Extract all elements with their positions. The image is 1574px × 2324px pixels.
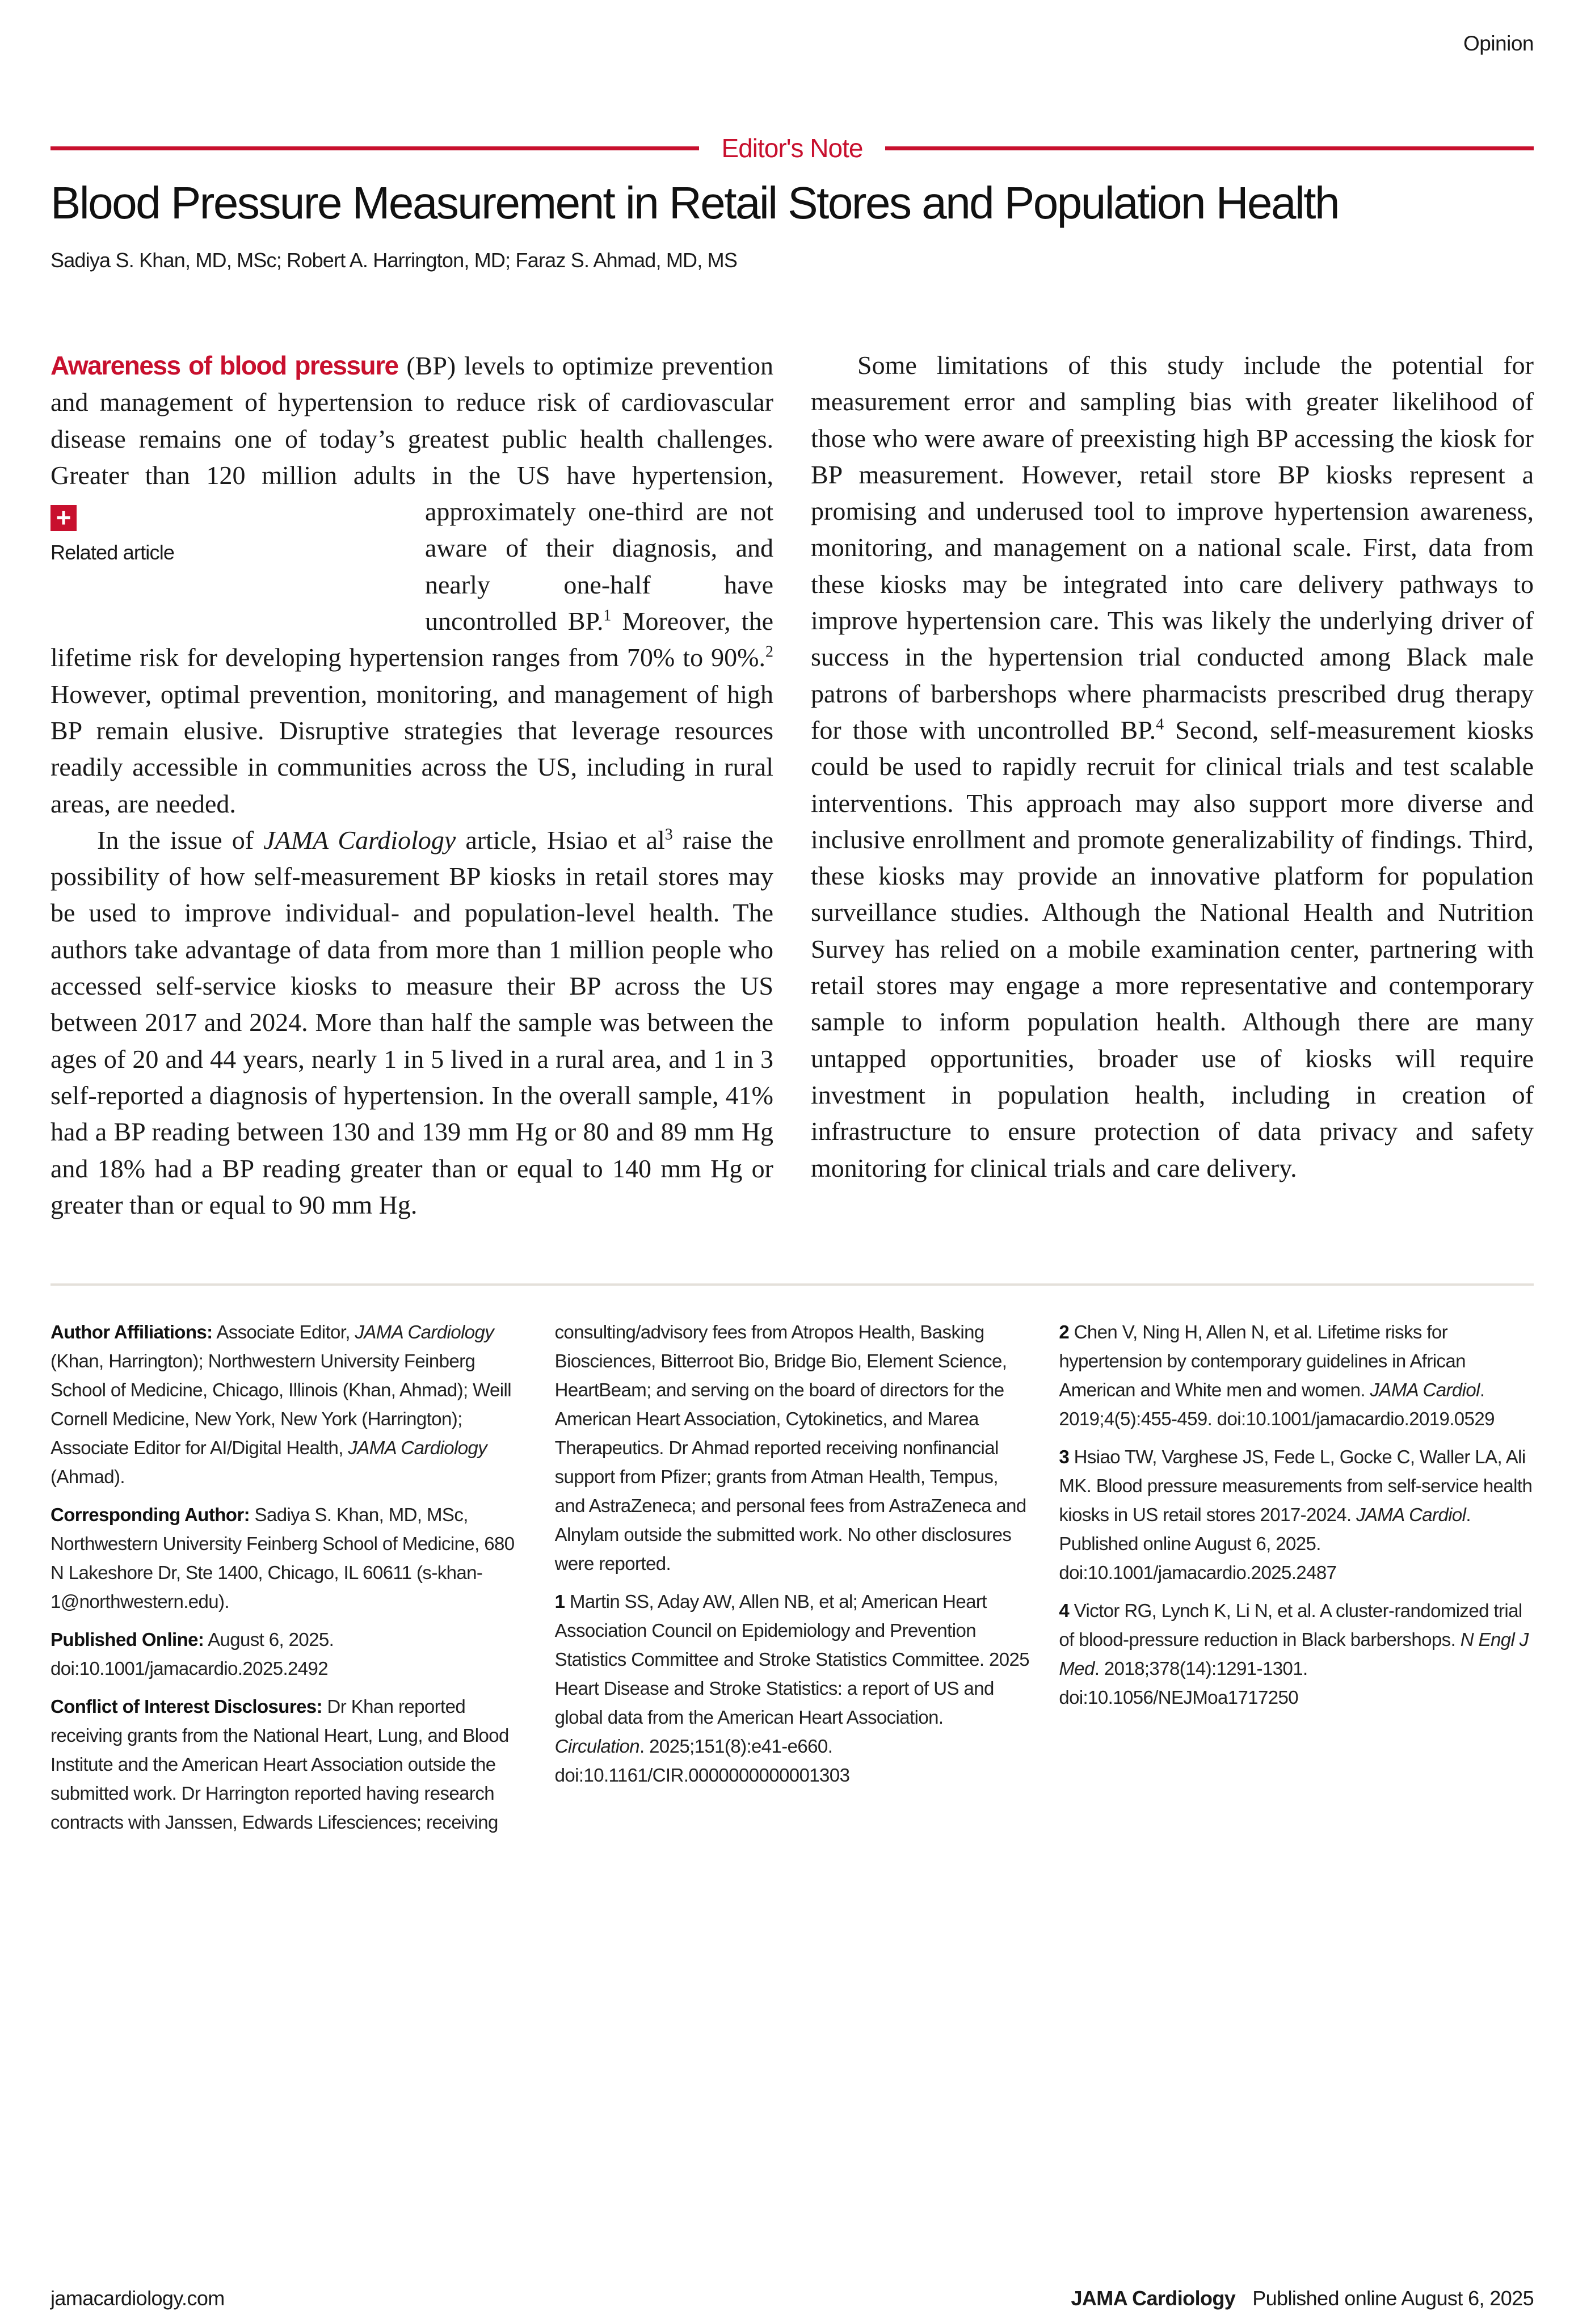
journal-name: JAMA Cardiol	[1356, 1504, 1466, 1525]
text: Victor RG, Lynch K, Li N, et al. A cluster-randomized trial of blood-pressure reduction in Black barbershops.	[1059, 1600, 1522, 1650]
paragraph	[50, 347, 773, 822]
text[interactable]: . 2018;378(14):1291-1301. doi:10.1056/NEJMoa1717250	[1059, 1658, 1308, 1708]
footer-info	[1071, 2287, 1534, 2310]
article-title: Blood Pressure Measurement in Retail Stores and Population Health	[50, 178, 1339, 228]
reference-link[interactable]: 3	[664, 826, 673, 844]
text: (Ahmad).	[50, 1466, 125, 1487]
text: raise the possibility of how self-measurement BP kiosks in retail stores may be used to improve individual- and population-level health. The authors take advantage of data from more than 1 million people who accessed self-service kiosks to measure their BP across the US between 2017 and 2024. More than half the sample was between the ages of 20 and 44 years, nearly 1 in 5 lived in a rural area, and 1 in 3 self-reported a diagnosis of hypertension. In the overall sample, 41% had a BP reading between 130 and 139 mm Hg or 80 and 89 mm Hg and 18% had a BP reading greater than or equal to 140 mm Hg or greater than or equal to 90 mm Hg.	[50, 825, 773, 1219]
text: Moreover, the lifetime risk for developing hypertension ranges from 70% to 90%.	[50, 607, 773, 672]
text: However, optimal prevention, monitoring, and management of high BP remain elusive. Disruptive strategies that leverage resources readily accessible in communities across the US, including in rural areas, are needed.	[50, 679, 773, 818]
footer-journal: JAMA Cardiology	[1071, 2287, 1236, 2310]
reference-number: 1	[554, 1591, 565, 1612]
article-type-banner	[50, 134, 1534, 162]
reference-number: 3	[1059, 1446, 1070, 1467]
related-article-label: Related article	[50, 541, 175, 565]
text: US have hypertension, approximately one-third are not aware of their diagnosis, and nearly one-half have uncontrolled BP.	[425, 460, 773, 636]
reference-number: 4	[1059, 1600, 1070, 1621]
reference-link[interactable]: 1	[603, 607, 612, 625]
paragraph	[811, 347, 1534, 1186]
journal-name: JAMA Cardiology	[355, 1321, 494, 1342]
text: Martin SS, Aday AW, Allen NB, et al; American Heart Association Council on Epidemiology and Prevention Statistics Committee and Stroke Statistics Committee. 2025 Heart Disease and Stroke Statistics: a report of US and global data from the American Heart Association.	[554, 1591, 1030, 1728]
plus-icon: +	[50, 505, 77, 531]
reference-item	[1059, 1442, 1534, 1587]
reference-link[interactable]: 2	[765, 643, 773, 662]
text: Second, self-measurement kiosks could be used to rapidly recruit for clinical trials and test scalable interventions. This approach may also support more diverse and inclusive enrollment and promote generalizability of findings. Third, these kiosks may provide an innovative platform for population surveillance studies. Although the National Health and Nutrition Survey has relied on a mobile examination center, partnering with retail stores may engage a more representative and contemporary sample to inform population health. Although there are many untapped opportunities, broader use of kiosks will require investment in population health, including in creation of infrastructure to ensure protection of data privacy and safety monitoring for clinical trials and care delivery.	[811, 715, 1534, 1182]
reference-item	[1059, 1596, 1534, 1712]
text: Dr Khan reported receiving grants from the National Heart, Lung, and Blood Institute and the American Heart Association outside the submitted work. Dr Harrington reported having research contracts with Janssen, Edwards Lifesciences; receiving consulting/advisory fees from Atropos Health, Basking Biosciences, Bitterroot Bio, Bridge Bio, Element Science, HeartBeam; and serving on the board of directors for the American Heart Association, Cytokinetics, and Marea Therapeutics. Dr Ahmad reported receiving nonfinancial support from Pfizer; grants from Atman Health, Tempus, and AstraZeneca; and personal fees from AstraZeneca and Alnylam outside the submitted work. No other disclosures were reported.	[50, 1321, 1026, 1833]
reference-item	[1059, 1317, 1534, 1433]
text[interactable]: . Published online August 6, 2025. doi:10.1001/jamacardio.2025.2487	[1059, 1504, 1471, 1583]
text: In the issue of	[97, 825, 264, 854]
lead-in: Awareness of blood pressure	[50, 351, 398, 380]
journal-name: JAMA Cardiology	[263, 825, 456, 854]
text: (Khan, Harrington); Northwestern University Feinberg School of Medicine, Chicago, Illinois (Khan, Ahmad); Weill Cornell Medicine, New York, New York (Harrington); Associate Editor for AI/Digital Health,	[50, 1350, 512, 1458]
section-divider	[50, 1283, 1534, 1286]
article-notes	[50, 1317, 1534, 1839]
text: Hsiao TW, Varghese JS, Fede L, Gocke C, Waller LA, Ali MK. Blood pressure measurements from self-service health kiosks in US retail stores 2017-2024.	[1059, 1446, 1533, 1525]
footer-published: Published online August 6, 2025	[1252, 2287, 1534, 2310]
journal-name: JAMA Cardiology	[348, 1437, 487, 1458]
published-online	[50, 1625, 525, 1683]
author-list: Sadiya S. Khan, MD, MSc; Robert A. Harrington, MD; Faraz S. Ahmad, MD, MS	[50, 249, 738, 272]
text[interactable]: Sadiya S. Khan, MD, MSc, Northwestern University Feinberg School of Medicine, 680 N Lakeshore Dr, Ste 1400, Chicago, IL 60611 (s-khan-1@northwestern.edu).	[50, 1504, 515, 1612]
author-affiliations	[50, 1317, 525, 1491]
section-label: Opinion	[1463, 32, 1534, 55]
text[interactable]: . 2025;151(8):e41-e660. doi:10.1161/CIR.0000000000001303	[554, 1736, 850, 1786]
journal-name: N Engl J Med	[1059, 1629, 1529, 1679]
paragraph	[50, 822, 773, 1223]
journal-name: JAMA Cardiol	[1370, 1379, 1480, 1400]
text[interactable]: . 2019;4(5):455-459. doi:10.1001/jamacardio.2019.0529	[1059, 1379, 1495, 1429]
reference-link[interactable]: 4	[1156, 715, 1164, 734]
text: Associate Editor,	[212, 1321, 355, 1342]
reference-number: 2	[1059, 1321, 1070, 1342]
journal-name: Circulation	[554, 1736, 639, 1757]
corresponding-author	[50, 1500, 525, 1616]
label: Published Online:	[50, 1629, 204, 1650]
divider	[885, 146, 1534, 150]
label: Corresponding Author:	[50, 1504, 250, 1525]
label: Conflict of Interest Disclosures:	[50, 1696, 322, 1717]
text: Chen V, Ning H, Allen N, et al. Lifetime risks for hypertension by contemporary guidelines in African American and White men and women.	[1059, 1321, 1466, 1400]
text: Some limitations of this study include the potential for measurement error and sampling bias with greater likelihood of those who were aware of preexisting high BP accessing the kiosk for BP measurement. However, retail store BP kiosks represent a promising and underused tool to improve hypertension awareness, monitoring, and management on a national scale. First, data from these kiosks may be integrated into care delivery pathways to improve hypertension care. This was likely the underlying driver of success in the hypertension trial conducted among Black male patrons of barbershops where pharmacists prescribed drug therapy for those with uncontrolled BP.	[811, 351, 1534, 744]
article-type: Editor's Note	[721, 133, 863, 163]
footer-site[interactable]: jamacardiology.com	[50, 2287, 225, 2310]
reference-item	[555, 1587, 1030, 1790]
text: (BP) levels to optimize prevention and management of hypertension to reduce risk of cardiovascular disease remains one of today’s greatest public health challenges. Greater than 120 million adults in the	[50, 351, 773, 490]
text: article, Hsiao et al	[456, 825, 665, 854]
related-article-link[interactable]	[50, 498, 425, 608]
divider	[50, 146, 699, 150]
label: Author Affiliations:	[50, 1321, 213, 1342]
body-column-left	[50, 347, 773, 1223]
text: August 6, 2025. doi:10.1001/jamacardio.2025.2492	[50, 1629, 334, 1679]
body-column-right	[811, 347, 1534, 1186]
